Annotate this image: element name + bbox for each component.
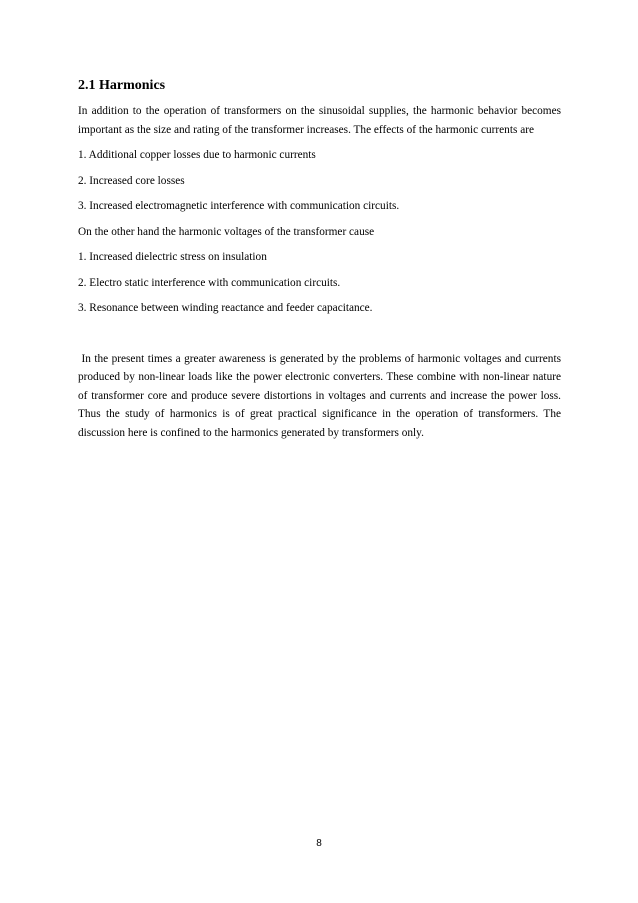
voltage-effect-item: 2. Electro static interference with communication circuits. <box>78 276 341 289</box>
voltage-intro: On the other hand the harmonic voltages of the transformer cause <box>78 225 375 238</box>
current-effect-item: 2. Increased core losses <box>78 174 185 187</box>
intro-paragraph: In addition to the operation of transformers on the sinusoidal supplies, the harmonic behavior becomes important as the size and rating of the transformer increases. The effects of the harmonic currents are <box>78 105 561 136</box>
closing-paragraph: In the present times a greater awareness is generated by the problems of harmonic voltages and currents produced by non-linear loads like the power electronic converters. These combine with non-linear nature of transformer core and produce severe distortions in voltages and currents and increase the power loss. Thus the study of harmonics is of great practical significance in the operation of transformers. The discussion here is confined to the harmonics generated by transformers only. <box>78 352 564 439</box>
current-effect-item: 1. Additional copper losses due to harmonic currents <box>78 149 316 161</box>
document-body <box>78 77 564 442</box>
voltage-effect-item: 1. Increased dielectric stress on insulation <box>78 251 267 263</box>
page-number: 8 <box>316 838 322 849</box>
section-heading: 2.1 Harmonics <box>78 78 166 93</box>
current-effect-item: 3. Increased electromagnetic interference with communication circuits. <box>78 200 400 212</box>
voltage-effect-item: 3. Resonance between winding reactance and feeder capacitance. <box>78 302 373 314</box>
